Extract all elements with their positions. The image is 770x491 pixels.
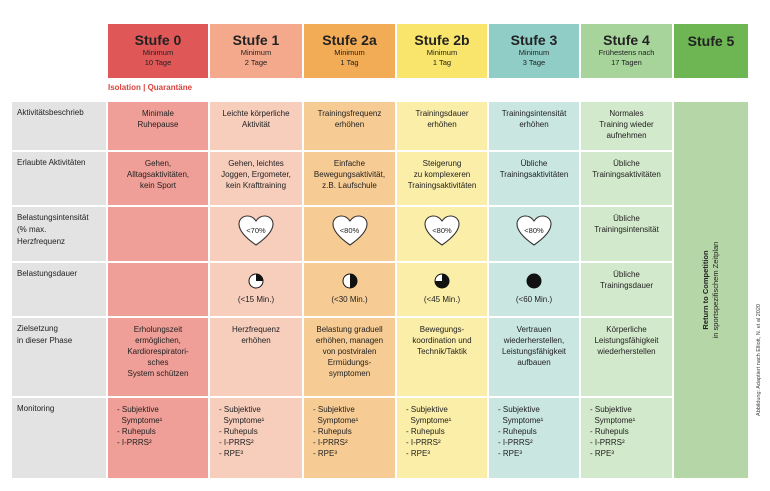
cell-text-line: - Subjektive <box>219 405 261 414</box>
table-cell <box>397 152 487 205</box>
table-cell <box>581 152 672 205</box>
cell-text-line: Trainingsintensität <box>594 225 659 234</box>
cell-text-line: koordination und <box>412 336 472 345</box>
row-label-line: Aktivitätsbeschrieb <box>17 108 84 117</box>
row-label-line: Monitoring <box>17 404 55 413</box>
table-cell <box>581 207 672 261</box>
cell-text-line: Bewegungs- <box>419 325 465 334</box>
cell-text-line: Steigerung <box>422 159 462 168</box>
cell-text-line: - Ruhepuls <box>313 427 352 436</box>
cell-text-line: wiederherstellen, <box>503 336 565 345</box>
table-cell <box>210 398 302 478</box>
clock-pie-icon <box>526 273 542 289</box>
cell-text-line: Symptome¹ <box>498 416 544 425</box>
stage-duration-value: 1 Tag <box>432 58 452 67</box>
cell-text-line: Ermüdungs- <box>327 358 372 367</box>
table-cell <box>304 207 395 261</box>
cell-text-line: aufnehmen <box>606 131 647 140</box>
row-label-5 <box>12 398 106 478</box>
duration-label: (<15 Min.) <box>237 295 275 304</box>
stage-header-5 <box>581 24 672 78</box>
cell-text-line: - Subjektive <box>590 405 632 414</box>
cell-text-line: erhöhen <box>334 120 365 129</box>
cell-text-line: - I-PRRS² <box>406 438 441 447</box>
cell-text-line: - RPE³ <box>498 449 522 458</box>
table-cell <box>210 102 302 150</box>
cell-text-line: - RPE³ <box>590 449 614 458</box>
cell-text-line: - I-PRRS² <box>313 438 348 447</box>
cell-text-line: - I-PRRS² <box>219 438 254 447</box>
cell-text-line: - Ruhepuls <box>498 427 537 436</box>
cell-text-line: - Subjektive <box>498 405 540 414</box>
stage-duration-label: Frühestens nach <box>598 48 655 57</box>
table-cell <box>108 207 208 261</box>
heart-rate-label: <80% <box>339 226 360 235</box>
table-cell <box>581 102 672 150</box>
credit-text: Abbildung: Adaptiert nach Elliott, N. et al 2020 <box>756 304 762 416</box>
cell-text-line: erhöhen <box>427 120 457 129</box>
cell-text-line: symptomen <box>328 369 371 378</box>
cell-text-line: Übliche <box>613 214 640 223</box>
stage-duration-label: Minimum <box>518 48 550 57</box>
stage-duration-value: 3 Tage <box>522 58 546 67</box>
table-cell <box>397 102 487 150</box>
table-cell <box>489 207 579 261</box>
cell-text-line: Symptome¹ <box>219 416 265 425</box>
table-cell <box>210 152 302 205</box>
table-cell <box>581 398 672 478</box>
cell-text-line: Technik/Taktik <box>417 347 467 356</box>
cell-text-line: Trainingsdauer <box>415 109 469 118</box>
heart-outline-icon <box>331 214 369 248</box>
cell-text-line: Alltagsaktivitäten, <box>126 170 190 179</box>
row-label-0 <box>12 102 106 150</box>
stage-duration-label: Minimum <box>334 48 365 57</box>
table-cell <box>489 263 579 316</box>
stage-duration-value: 1 Tag <box>340 58 359 67</box>
cell-text-line: Übliche <box>613 159 640 168</box>
table-cell <box>108 102 208 150</box>
cell-text-line: von postviralen <box>322 347 377 356</box>
stage-title: Stufe 5 <box>687 33 735 49</box>
cell-text-line: kein Krafttraining <box>225 181 287 190</box>
table-cell <box>304 398 395 478</box>
cell-text-line: Erholungszeit <box>133 325 183 334</box>
table-cell <box>397 263 487 316</box>
stage-duration-value: 10 Tage <box>144 58 172 67</box>
stage-title: Stufe 2b <box>414 32 470 48</box>
cell-text-line: aufbauen <box>517 358 551 367</box>
cell-text-line: zu komplexeren <box>413 170 471 179</box>
row-label-4 <box>12 318 106 396</box>
cell-text-line: - I-PRRS² <box>590 438 625 447</box>
cell-text-line: Übliche <box>520 159 548 168</box>
cell-text-line: Trainingsdauer <box>599 281 654 290</box>
table-cell <box>108 152 208 205</box>
cell-text-line: Übliche <box>613 270 640 279</box>
table-cell <box>397 318 487 396</box>
table-cell <box>108 263 208 316</box>
stage-title: Stufe 0 <box>134 32 182 48</box>
row-label-line: (% max. <box>17 225 47 234</box>
cell-text-line: Leichte körperliche <box>222 109 290 118</box>
table-cell <box>304 152 395 205</box>
row-label-line: in dieser Phase <box>17 336 73 345</box>
stage-duration-label: Minimum <box>142 48 174 57</box>
stage-duration-label: Minimum <box>240 48 272 57</box>
cell-text-line: Ruhepause <box>137 120 179 129</box>
table-cell <box>108 318 208 396</box>
cell-text-line: Vertrauen <box>516 325 552 334</box>
cell-text-line: - RPE³ <box>313 449 337 458</box>
table-cell <box>489 152 579 205</box>
cell-text-line: Trainingsintensität <box>501 109 567 118</box>
row-label-line: Belastungsintensität <box>17 213 89 222</box>
table-cell <box>210 318 302 396</box>
cell-text-line: - Ruhepuls <box>590 427 629 436</box>
stage-header-2 <box>304 24 395 78</box>
table-cell <box>489 102 579 150</box>
heart-rate-label: <80% <box>524 226 544 235</box>
cell-text-line: - I-PRRS² <box>498 438 533 447</box>
cell-text-line: System schützen <box>127 369 189 378</box>
table-cell <box>581 263 672 316</box>
cell-text-line: kein Sport <box>139 181 177 190</box>
stage-header-6 <box>674 24 748 78</box>
stage-header-0 <box>108 24 208 78</box>
cell-text-line: - Ruhepuls <box>406 427 445 436</box>
heart-rate-label: <80% <box>432 226 452 235</box>
row-label-3 <box>12 263 106 316</box>
cell-text-line: Aktivität <box>241 120 270 129</box>
cell-text-line: Einfache <box>333 159 366 168</box>
cell-text-line: - Ruhepuls <box>117 427 156 436</box>
cell-text-line: Gehen, leichtes <box>228 159 284 168</box>
cell-text-line: sches <box>147 358 169 367</box>
stage-header-4 <box>489 24 579 78</box>
clock-pie-icon <box>342 273 358 289</box>
heart-outline-icon <box>423 214 461 248</box>
heart-outline-icon <box>237 214 275 248</box>
table-cell <box>304 263 395 316</box>
clock-pie-icon <box>434 273 450 289</box>
row-label-line: Herzfrequenz <box>17 237 66 246</box>
row-label-2 <box>12 207 106 261</box>
cell-text-line: Belastung graduell <box>316 325 383 334</box>
table-cell <box>210 207 302 261</box>
table-cell <box>210 263 302 316</box>
cell-text-line: Leistungsfähigkeit <box>594 336 659 345</box>
stufe5-column <box>674 102 748 478</box>
cell-text-line: wiederherstellen <box>597 347 656 356</box>
cell-text-line: Training wieder <box>599 120 654 129</box>
cell-text-line: - Subjektive <box>117 405 159 414</box>
cell-text-line: Symptome¹ <box>313 416 359 425</box>
cell-text-line: Symptome¹ <box>590 416 636 425</box>
cell-text-line: Symptome¹ <box>117 416 163 425</box>
cell-text-line: Körperliche <box>606 325 647 334</box>
row-label-line: Zielsetzung <box>17 324 58 333</box>
stage-title: Stufe 4 <box>603 32 650 48</box>
cell-text-line: - Ruhepuls <box>219 427 258 436</box>
cell-text-line: Trainingsfrequenz <box>317 109 382 118</box>
row-label-line: Erlaubte Aktivitäten <box>17 158 86 167</box>
clock-pie-icon <box>248 273 264 289</box>
cell-text-line: - Subjektive <box>313 405 355 414</box>
cell-text-line: Bewegungsaktivität, <box>313 170 386 179</box>
table-cell <box>304 318 395 396</box>
table-cell <box>397 207 487 261</box>
cell-text-line: z.B. Laufschule <box>322 181 377 190</box>
table-cell <box>304 102 395 150</box>
heart-outline-icon <box>515 214 553 248</box>
stufe5-subtitle: in sportspezifischem Zeitplan <box>711 241 720 339</box>
cell-text-line: Trainingsaktivitäten <box>592 170 661 179</box>
cell-text-line: Herzfrequenz <box>231 325 281 334</box>
stage-duration-label: Minimum <box>426 48 458 57</box>
duration-label: (<60 Min.) <box>515 295 553 304</box>
cell-text-line: - I-PRRS² <box>117 438 152 447</box>
stage-header-1 <box>210 24 302 78</box>
stage-title: Stufe 1 <box>232 32 280 48</box>
row-label-line: Belastungsdauer <box>17 269 78 278</box>
cell-text-line: Trainingsaktivitäten <box>499 170 569 179</box>
duration-label: (<45 Min.) <box>423 295 461 304</box>
cell-text-line: erhöhen <box>241 336 271 345</box>
duration-label: (<30 Min.) <box>331 295 368 304</box>
cell-text-line: - Subjektive <box>406 405 448 414</box>
stage-title: Stufe 3 <box>510 32 558 48</box>
stufe5-title: Return to Competition <box>701 250 710 330</box>
cell-text-line: erhöhen <box>519 120 549 129</box>
stage-duration-value: 2 Tage <box>244 58 268 67</box>
table-cell <box>397 398 487 478</box>
cell-text-line: Symptome¹ <box>406 416 452 425</box>
cell-text-line: Normales <box>609 109 644 118</box>
cell-text-line: Leistungsfähigkeit <box>501 347 567 356</box>
stage-title: Stufe 2a <box>322 32 377 48</box>
cell-text-line: ermöglichen, <box>135 336 181 345</box>
cell-text-line: Kardiorespiratori- <box>127 347 189 356</box>
stage-duration-value: 17 Tagen <box>611 58 642 67</box>
stage-header-3 <box>397 24 487 78</box>
cell-text-line: Gehen, <box>144 159 172 168</box>
cell-text-line: Minimale <box>141 109 174 118</box>
heart-rate-label: <70% <box>246 226 266 235</box>
cell-text-line: Joggen, Ergometer, <box>221 170 291 179</box>
cell-text-line: erhöhen, managen <box>315 336 384 345</box>
cell-text-line: - RPE³ <box>219 449 243 458</box>
table-cell <box>489 318 579 396</box>
isolation-label: Isolation | Quarantäne <box>108 83 193 92</box>
cell-text-line: - RPE³ <box>406 449 430 458</box>
table-cell <box>581 318 672 396</box>
stufe5-text <box>701 242 721 339</box>
row-label-1 <box>12 152 106 205</box>
cell-text-line: Trainingsaktivitäten <box>407 181 477 190</box>
table-cell <box>108 398 208 478</box>
table-cell <box>489 398 579 478</box>
figure-credit <box>752 245 766 475</box>
